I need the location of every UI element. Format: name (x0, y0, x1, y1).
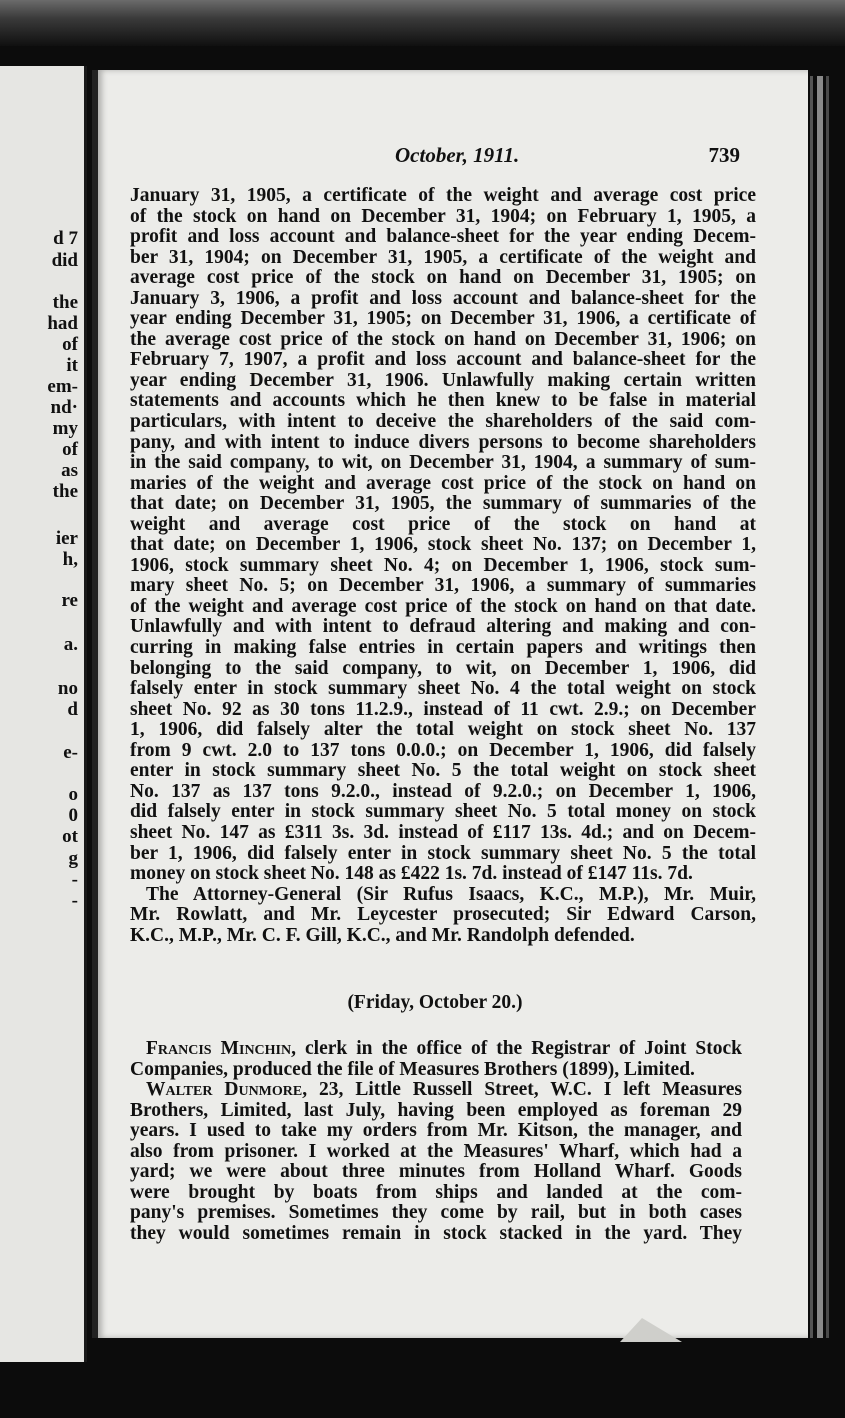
facing-page-fragment: em- (47, 376, 78, 397)
page-edge (810, 76, 813, 1338)
text-line: Mr. Rowlatt, and Mr. Leycester prosecuted; Sir Edward Carson, (130, 904, 756, 926)
page-edge (826, 76, 829, 1338)
facing-page-fragment: it (66, 355, 78, 376)
text-line: the average cost price of the stock on hand on December 31, 1906; on (130, 328, 756, 350)
text-line: pany, and with intent to induce divers persons to become shareholders (130, 431, 756, 453)
text-line: yard; we were about three minutes from Holland Wharf. Goods (130, 1161, 742, 1182)
text-line: pany's premises. Sometimes they come by rail, but in both cases (130, 1202, 742, 1223)
facing-page-fragment: e- (63, 742, 78, 763)
text-line: of the stock on hand on December 31, 1904; on February 1, 1905, a (130, 205, 756, 227)
text-line: maries of the weight and average cost price of the stock on hand on (130, 472, 756, 494)
running-head: October, 1911. (395, 143, 520, 167)
facing-page-fragment: of (62, 439, 78, 460)
scan-top-margin (0, 0, 845, 46)
text-line: sheet No. 92 as 30 tons 11.2.9., instead of 11 cwt. 2.9.; on December (130, 698, 756, 720)
page-corner-fold (620, 1318, 682, 1342)
text-line: sheet No. 147 as £311 3s. 3d. instead of £117 13s. 4d.; and on Decem- (130, 821, 756, 843)
facing-page-fragment: the (52, 481, 78, 502)
text-line: ber 31, 1904; on December 31, 1905, a certificate of the weight and (130, 246, 756, 268)
text-line: particulars, with intent to deceive the shareholders of the said com- (130, 411, 756, 433)
body-text-section-2 (130, 1039, 742, 1244)
text-line: from 9 cwt. 2.0 to 137 tons 0.0.0.; on December 1, 1906, did falsely (130, 739, 756, 761)
facing-page-fragment: - (71, 869, 78, 890)
facing-page-fragment: ier (55, 528, 78, 549)
text-line: that date; on December 31, 1905, the summary of summaries of the (130, 493, 756, 515)
facing-page-fragment: d (67, 699, 78, 720)
facing-page-fragment: d 7 (53, 228, 78, 249)
text-line: February 7, 1907, a profit and loss account and balance-sheet for the (130, 349, 756, 371)
text-line: The Attorney-General (Sir Rufus Isaacs, K.C., M.P.), Mr. Muir, (146, 883, 756, 905)
text-line: ber 1, 1906, did falsely enter in stock summary sheet No. 5 the total (130, 842, 756, 864)
text-line: curring in making false entries in certain papers and writings then (130, 637, 756, 659)
facing-page-fragment: had (47, 313, 78, 334)
text-line: year ending December 31, 1905; on December 31, 1906, a certificate of (130, 308, 756, 330)
text-fragment: , clerk in the office of the Registrar of Joint Stock (291, 1038, 742, 1059)
text-line: that date; on December 1, 1906, stock sheet No. 137; on December 1, (130, 534, 756, 556)
text-line: enter in stock summary sheet No. 5 the total weight on stock sheet (130, 760, 756, 782)
facing-page-fragment: the (52, 292, 78, 313)
text-line: profit and loss account and balance-sheet for the year ending Decem- (130, 226, 756, 248)
facing-page-fragment: of (62, 334, 78, 355)
text-line: Companies, produced the file of Measures Brothers (1899), Limited. (130, 1058, 695, 1080)
text-line: average cost price of the stock on hand on December 31, 1905; on (130, 267, 756, 289)
facing-page-fragment: a. (63, 634, 78, 655)
facing-page-fragment: my (52, 418, 78, 439)
text-line: mary sheet No. 5; on December 31, 1906, a summary of summaries (130, 575, 756, 597)
facing-page-fragment: o (68, 784, 78, 805)
text-line: statements and accounts which he then knew to be false in material (130, 390, 756, 412)
facing-page-edge (0, 66, 87, 1362)
text-line: in the said company, to wit, on December 31, 1904, a summary of sum- (130, 452, 756, 474)
text-line: falsely enter in stock summary sheet No. 4 the total weight on stock (130, 678, 756, 700)
text-line: years. I used to take my orders from Mr. Kitson, the manager, and (130, 1120, 742, 1141)
witness-name: Walter Dunmore (146, 1079, 303, 1100)
text-line: K.C., M.P., Mr. C. F. Gill, K.C., and Mr. Randolph defended. (130, 924, 635, 946)
text-line: January 31, 1905, a certificate of the weight and average cost price (130, 185, 756, 206)
page-number: 739 (708, 143, 740, 167)
text-line: also from prisoner. I worked at the Measures' Wharf, which had a (130, 1140, 742, 1162)
text-line: were brought by boats from ships and landed at the com- (130, 1181, 742, 1203)
facing-page-fragment: ot (62, 826, 78, 847)
page-edge (817, 76, 823, 1338)
text-line (130, 1080, 742, 1101)
text-line: money on stock sheet No. 148 as £422 1s. 7d. instead of £147 11s. 7d. (130, 863, 693, 885)
text-fragment: , 23, Little Russell Street, W.C. I left Measures (302, 1079, 743, 1100)
page-header (130, 143, 740, 177)
text-line: January 3, 1906, a profit and loss account and balance-sheet for the (130, 287, 756, 309)
text-line (130, 1039, 742, 1060)
facing-page-fragment: re (61, 590, 78, 611)
text-line: year ending December 31, 1906. Unlawfully making certain written (130, 369, 756, 391)
text-line: they would sometimes remain in stock stacked in the yard. They (130, 1222, 742, 1244)
text-line: weight and average cost price of the stock on hand at (130, 513, 756, 535)
facing-page-fragment: h, (62, 549, 78, 570)
text-line: of the weight and average cost price of the stock on hand on that date. (130, 595, 756, 617)
facing-page-fragment: g (68, 848, 78, 869)
text-line: belonging to the said company, to wit, on December 1, 1906, did (130, 657, 756, 679)
facing-page-fragment: as (61, 460, 78, 481)
facing-page-fragment: - (71, 890, 78, 911)
witness-name: Francis Minchin (146, 1038, 292, 1059)
body-text-section-1 (130, 186, 756, 946)
facing-page-fragment: nd· (50, 397, 78, 418)
facing-page-fragment: no (57, 678, 78, 699)
facing-page-fragment: 0 (68, 805, 78, 826)
text-line: 1, 1906, did falsely alter the total weight on stock sheet No. 137 (130, 719, 756, 741)
text-line: did falsely enter in stock summary sheet No. 5 total money on stock (130, 801, 756, 823)
text-line: Unlawfully and with intent to defraud altering and making and con- (130, 616, 756, 638)
text-line: 1906, stock summary sheet No. 4; on December 1, 1906, stock sum- (130, 554, 756, 576)
text-line: Brothers, Limited, last July, having been employed as foreman 29 (130, 1099, 742, 1121)
facing-page-fragment: did (51, 250, 78, 271)
date-subheading: (Friday, October 20.) (347, 992, 523, 1013)
text-line: No. 137 as 137 tons 9.2.0., instead of 9.2.0.; on December 1, 1906, (130, 780, 756, 802)
